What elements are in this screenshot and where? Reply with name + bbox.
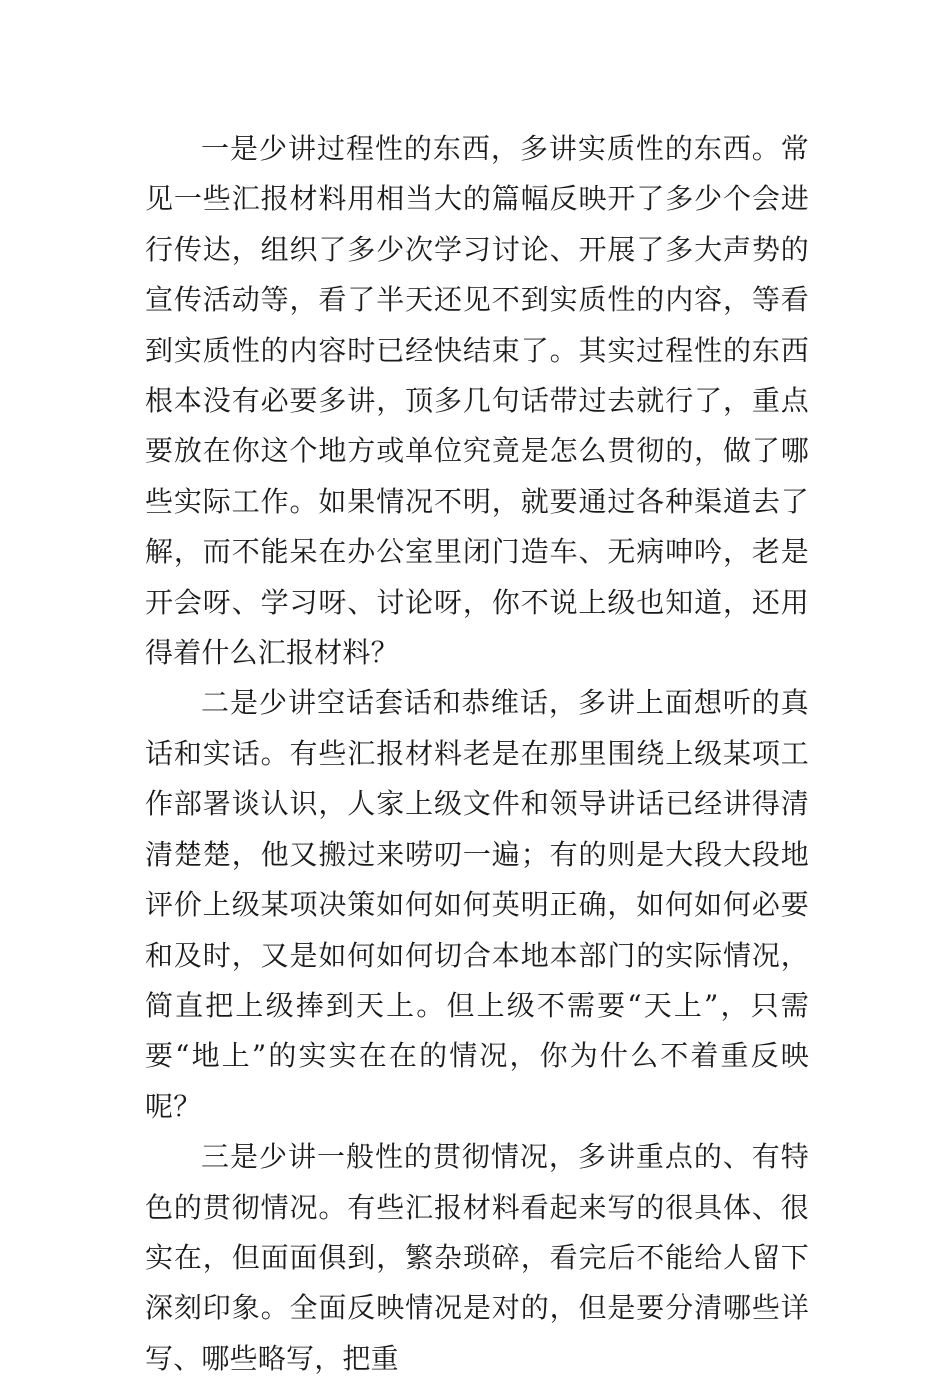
paragraph-1: 一是少讲过程性的东西，多讲实质性的东西。常见一些汇报材料用相当大的篇幅反映开了多少个会进行传达，组织了多少次学习讨论、开展了多大声势的宣传活动等，看了半天还见不到实质性的内容，等看到实质性的内容时已经快结束了。其实过程性的东西根本没有必要多讲，顶多几句话带过去就行了，重点要放在你这个地方或单位究竟是怎么贯彻的，做了哪些实际工作。如果情况不明，就要通过各种渠道去了解，而不能呆在办公室里闭门造车、无病呻吟，老是开会呀、学习呀、讨论呀，你不说上级也知道，还用得着什么汇报材料？ — [145, 132, 809, 670]
document-body — [145, 124, 809, 1384]
paragraph-3: 三是少讲一般性的贯彻情况，多讲重点的、有特色的贯彻情况。有些汇报材料看起来写的很具体、很实在，但面面俱到，繁杂琐碎，看完后不能给人留下深刻印象。全面反映情况是对的，但是要分清哪些详写、哪些略写，把重 — [145, 1140, 809, 1375]
paragraph-2: 二是少讲空话套话和恭维话，多讲上面想听的真话和实话。有些汇报材料老是在那里围绕上级某项工作部署谈认识，人家上级文件和领导讲话已经讲得清清楚楚，他又搬过来唠叨一遍；有的则是大段大段地评价上级某项决策如何如何英明正确，如何如何必要和及时，又是如何如何切合本地本部门的实际情况，简直把上级捧到天上。但上级不需要“天上”，只需要“地上”的实实在在的情况，你为什么不着重反映呢？ — [145, 686, 809, 1123]
